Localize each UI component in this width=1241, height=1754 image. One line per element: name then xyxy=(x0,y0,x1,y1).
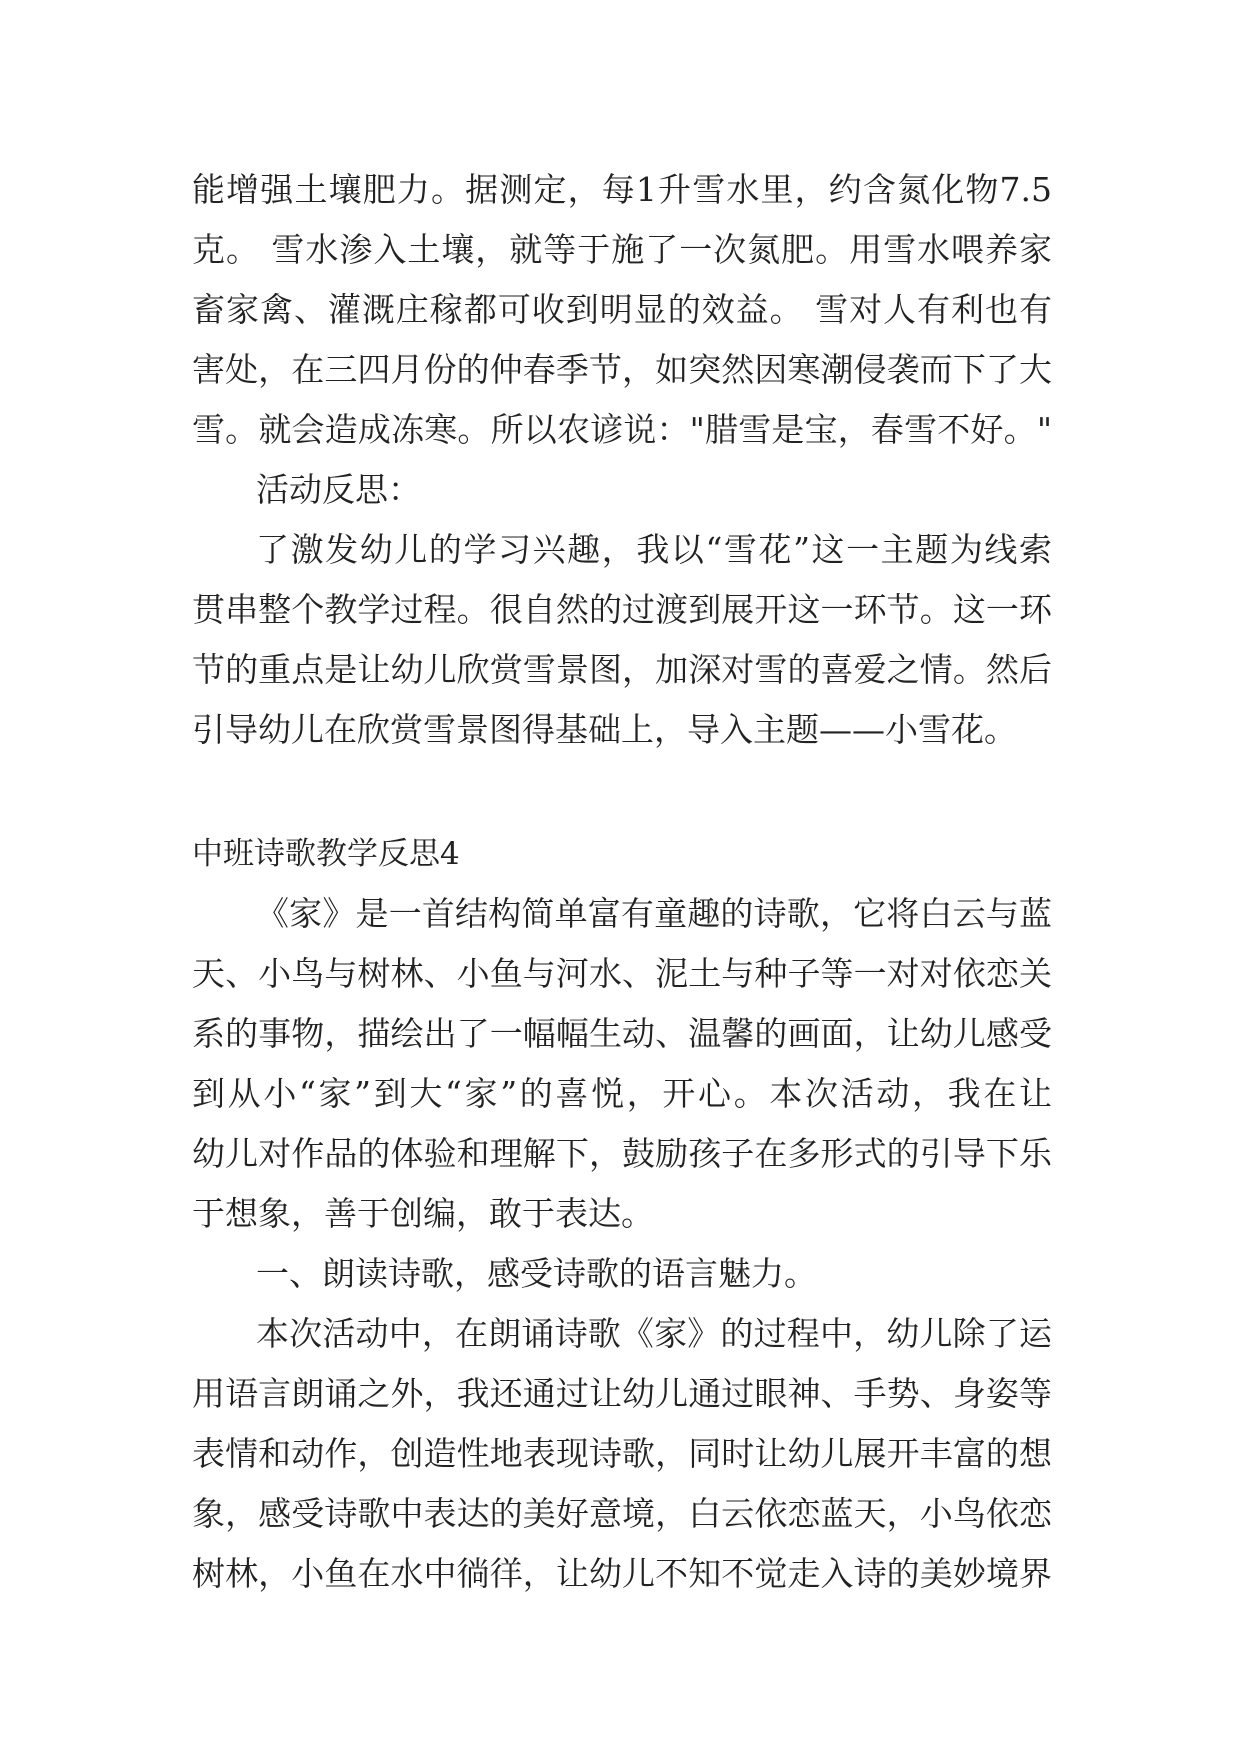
section-spacer xyxy=(192,760,1052,824)
text-line: 雪。就会造成冻寒。所以农谚说："腊雪是宝，春雪不好。" xyxy=(192,410,1052,449)
snow-benefits-paragraph xyxy=(192,160,1052,460)
text-line: 象，感受诗歌中表达的美好意境，白云依恋蓝天，小鸟依恋 xyxy=(192,1494,1052,1533)
document-page xyxy=(192,160,1052,1604)
text-line: 用语言朗诵之外，我还通过让幼儿通过眼神、手势、身姿等 xyxy=(192,1374,1052,1413)
text-line: 天、小鸟与树林、小鱼与河水、泥土与种子等一对对依恋关 xyxy=(192,954,1052,993)
text-line: 害处，在三四月份的仲春季节，如突然因寒潮侵袭而下了大 xyxy=(192,350,1052,389)
text-line: 贯串整个教学过程。很自然的过渡到展开这一环节。这一环 xyxy=(192,590,1052,629)
text-line: 引导幼儿在欣赏雪景图得基础上，导入主题——小雪花。 xyxy=(192,710,1017,749)
section-heading: 中班诗歌教学反思4 xyxy=(192,836,460,872)
text-line: 克。 雪水渗入土壤，就等于施了一次氮肥。用雪水喂养家 xyxy=(192,230,1052,269)
text-line: 节的重点是让幼儿欣赏雪景图，加深对雪的喜爱之情。然后 xyxy=(192,650,1052,689)
text-line: 了激发幼儿的学习兴趣，我以“雪花”这一主题为线索 xyxy=(256,530,1052,569)
text-line: 树林，小鱼在水中徜徉，让幼儿不知不觉走入诗的美妙境界 xyxy=(192,1554,1052,1593)
text-line: 于想象，善于创编，敢于表达。 xyxy=(192,1194,654,1233)
text-line: 畜家禽、灌溉庄稼都可收到明显的效益。 雪对人有利也有 xyxy=(192,290,1052,329)
point-heading: 一、朗读诗歌，感受诗歌的语言魅力。 xyxy=(256,1254,817,1293)
text-line: 本次活动中，在朗诵诗歌《家》的过程中，幼儿除了运 xyxy=(256,1314,1052,1353)
reflection-paragraph xyxy=(192,520,1052,760)
text-line: 系的事物，描绘出了一幅幅生动、温馨的画面，让幼儿感受 xyxy=(192,1014,1052,1053)
poem-intro-paragraph xyxy=(192,884,1052,1244)
text-line: 表情和动作，创造性地表现诗歌，同时让幼儿展开丰富的想 xyxy=(192,1434,1052,1473)
text-line: 幼儿对作品的体验和理解下，鼓励孩子在多形式的引导下乐 xyxy=(192,1134,1052,1173)
text-line: 能增强土壤肥力。据测定，每1升雪水里，约含氮化物7.5 xyxy=(192,170,1052,209)
text-line: 到从小“家”到大“家”的喜悦，开心。本次活动，我在让 xyxy=(192,1074,1052,1113)
recitation-paragraph xyxy=(192,1304,1052,1604)
reflection-title: 活动反思： xyxy=(256,470,421,509)
text-line: 《家》是一首结构简单富有童趣的诗歌，它将白云与蓝 xyxy=(256,894,1052,933)
